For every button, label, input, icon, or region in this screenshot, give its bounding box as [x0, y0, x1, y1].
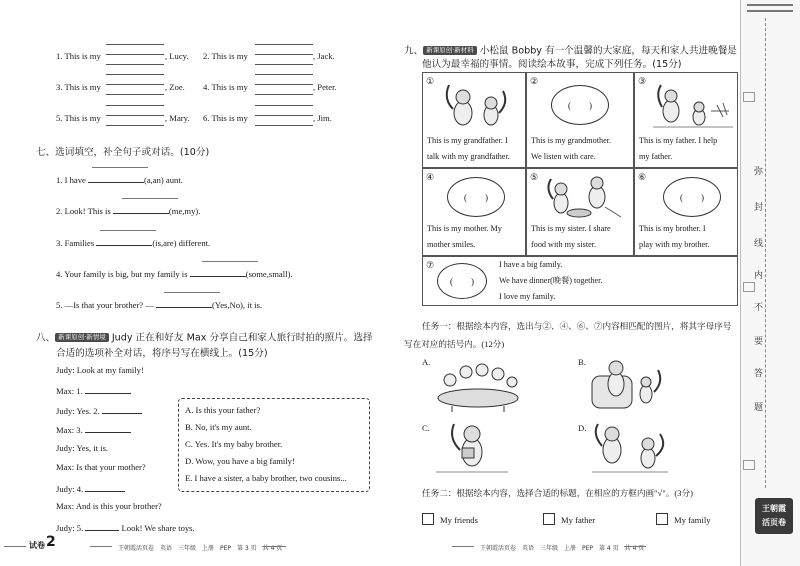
option-d: D. Wow, you have a big family! [185, 456, 295, 466]
cell-caption: This is my father. I help [639, 136, 718, 145]
cell-number: ④ [426, 172, 435, 182]
story-cell-6 [634, 168, 738, 256]
checkbox-my-father[interactable] [543, 513, 555, 525]
badge-label: 试卷 [29, 541, 45, 550]
s6-item-2: 2. This is my [203, 51, 248, 61]
cell-number: ⑤ [530, 172, 539, 182]
squirrel-father-illustration [653, 81, 733, 129]
brand-name: 王朝霞 [762, 504, 786, 513]
answer-paren: ( ) [464, 192, 488, 203]
title-option: My family [674, 515, 711, 525]
answer-lines[interactable] [255, 105, 313, 125]
new-tag: 新课原创·新材料 [423, 46, 477, 55]
answer-blank[interactable] [88, 174, 144, 183]
cell-caption: play with my brother. [639, 240, 710, 249]
pic-label-c: C. [422, 423, 430, 433]
answer-line [92, 167, 148, 168]
s6-item-4: 4. This is my [203, 82, 248, 92]
answer-paren: ( ) [450, 276, 474, 287]
story-cell-5 [526, 168, 634, 256]
seal-char: 线 [754, 236, 763, 249]
answer-blank[interactable] [113, 205, 169, 214]
cell-caption: This is my brother. I [639, 224, 706, 233]
dialog-line: Judy: 5. Look! We share toys. [56, 523, 195, 533]
decor-line [624, 546, 646, 547]
binding-hole [743, 92, 755, 102]
s6-name-6: , Jim. [313, 113, 332, 123]
cell-number: ② [530, 76, 539, 86]
story-cell-3 [634, 72, 738, 168]
s7-item-5: 5. —Is that your brother? — (Yes,No), it is. [56, 300, 262, 310]
left-footer: 王朝霞活页卷 英语 三年级 上册 PEP 第 3 页 共 4 页 [118, 545, 283, 552]
answer-line [202, 261, 258, 262]
task2-instruction: 任务二：根据绘本内容，选择合适的标题，在相应的方框内画"√"。(3分) [422, 488, 693, 498]
cell-caption: This is my grandfather. I [427, 136, 508, 145]
dialog-line: Max: Is that your mother? [56, 462, 146, 472]
seal-char: 弥 [754, 164, 763, 177]
cell-caption: talk with my grandfather. [427, 152, 510, 161]
answer-blank[interactable] [190, 268, 246, 277]
s6-item-5: 5. This is my [56, 113, 101, 123]
decor-line [452, 546, 474, 547]
pic-label-a: A. [422, 357, 431, 367]
binding-margin [740, 0, 800, 566]
seal-char: 不 [754, 300, 763, 313]
cell-number: ① [426, 76, 435, 86]
seal-line [765, 18, 766, 488]
cell-caption: my father. [639, 152, 673, 161]
answer-blank[interactable] [96, 237, 152, 246]
cell-caption: We listen with care. [531, 152, 596, 161]
dialog-line: Judy: Yes, it is. [56, 443, 109, 453]
task1-instruction: 任务一：根据绘本内容，选出与②、④、⑥、⑦内容相匹配的图片，将其字母序号 [422, 321, 732, 331]
s7-item-3: 3. Families (is,are) different. [56, 238, 211, 248]
options-box [178, 398, 370, 492]
checkbox-my-family[interactable] [656, 513, 668, 525]
right-footer: 王朝霞活页卷 英语 三年级 上册 PEP 第 4 页 共 4 页 [480, 545, 645, 552]
cell-number: ③ [638, 76, 647, 86]
answer-blank[interactable] [85, 522, 119, 531]
mother-smiling-illustration [432, 420, 512, 476]
answer-oval[interactable] [447, 177, 505, 217]
seal-char: 答 [754, 366, 763, 379]
story-cell-1 [422, 72, 526, 168]
s9-heading: 九、 新课原创·新材料 小松鼠 Bobby 有一个温馨的大家庭，每天和家人共进晚餐是 [404, 45, 737, 57]
seal-char: 内 [754, 268, 763, 281]
answer-blank[interactable] [85, 483, 125, 492]
binding-hole [743, 282, 755, 292]
answer-oval[interactable] [551, 85, 609, 125]
answer-line [100, 230, 156, 231]
family-dinner-illustration [432, 358, 524, 412]
pic-label-b: B. [578, 357, 586, 367]
s7-item-2: 2. Look! This is (me,my). [56, 206, 201, 216]
answer-oval[interactable] [663, 177, 721, 217]
s7-item-4: 4. Your family is big, but my family is (some,small). [56, 269, 293, 279]
answer-blank[interactable] [102, 405, 142, 414]
decor-line [262, 546, 286, 547]
checkbox-my-friends[interactable] [422, 513, 434, 525]
grandmother-listening-illustration [588, 356, 668, 412]
answer-lines[interactable] [106, 44, 164, 64]
seal-char: 要 [754, 334, 763, 347]
page-badge [0, 534, 56, 552]
answer-lines[interactable] [255, 44, 313, 64]
answer-line [164, 292, 220, 293]
cell-number: ⑦ [426, 260, 435, 270]
answer-oval[interactable] [437, 263, 487, 299]
cell-caption: We have dinner(晚餐) together. [499, 276, 603, 285]
s6-name-3: , Zoe. [165, 82, 185, 92]
story-cell-2 [526, 72, 634, 168]
cell-caption: I have a big family. [499, 260, 563, 269]
s7-item-1: 1. I have (a,an) aunt. [56, 175, 183, 185]
cell-caption: I love my family. [499, 292, 556, 301]
s6-name-5: , Mary. [165, 113, 190, 123]
answer-paren: ( ) [568, 100, 592, 111]
dialog-line: Judy: Yes. 2. [56, 405, 142, 416]
answer-lines[interactable] [106, 74, 164, 94]
seal-char: 封 [754, 200, 763, 213]
s6-name-4: , Peter. [313, 82, 337, 92]
s9-heading-line2: 他认为最幸福的事情。阅读绘本故事，完成下列任务。(15分) [422, 59, 682, 70]
option-a: A. Is this your father? [185, 405, 261, 415]
s7-title: 七、选词填空，补全句子或对话。(10分) [36, 147, 210, 158]
dialog-line: Max: And is this your brother? [56, 501, 162, 511]
cell-number: ⑥ [638, 172, 647, 182]
answer-paren: ( ) [680, 192, 704, 203]
option-c: C. Yes. It's my baby brother. [185, 439, 283, 449]
dialog-line: Judy: Look at my family! [56, 365, 144, 375]
brand-logo [755, 498, 793, 534]
decor-line [90, 546, 112, 547]
task1-instruction-cont: 写在对应的括号内。(12分) [404, 339, 505, 349]
cell-caption: This is my mother. My [427, 224, 502, 233]
s6-item-1: 1. This is my [56, 51, 101, 61]
option-e: E. I have a sister, a baby brother, two cousins... [185, 473, 347, 483]
title-option: My father [561, 515, 596, 525]
story-cell-7 [422, 256, 738, 306]
s8-heading: 八、 新课原创·新情境 Judy 正在和好友 Max 分享自己和家人旅行时拍的照片。选择 [36, 332, 373, 344]
badge-number: 2 [46, 534, 56, 550]
story-cell-4 [422, 168, 526, 256]
pic-label-d: D. [578, 423, 587, 433]
s6-item-6: 6. This is my [203, 113, 248, 123]
binding-hole [743, 460, 755, 470]
dialog-line: Judy: 4. [56, 483, 125, 494]
decor-line [4, 546, 26, 547]
cell-caption: This is my grandmother. [531, 136, 612, 145]
squirrel-grandfather-illustration [443, 79, 513, 129]
cell-caption: mother smiles. [427, 240, 476, 249]
squirrel-sister-illustration [545, 173, 625, 221]
s6-name-1: , Lucy. [165, 51, 189, 61]
answer-line [122, 198, 178, 199]
answer-lines[interactable] [106, 105, 164, 125]
brand-subname: 活页卷 [762, 518, 786, 527]
s6-name-2: , Jack. [313, 51, 335, 61]
brother-playing-illustration [588, 420, 672, 476]
answer-blank[interactable] [85, 385, 131, 394]
answer-blank[interactable] [156, 299, 212, 308]
answer-blank[interactable] [85, 424, 131, 433]
answer-lines[interactable] [255, 74, 313, 94]
cell-caption: This is my sister. I share [531, 224, 611, 233]
seal-char: 题 [754, 400, 763, 413]
s6-item-3: 3. This is my [56, 82, 101, 92]
dialog-line: Max: 3. [56, 424, 131, 435]
title-option: My friends [440, 515, 478, 525]
dialog-line: Max: 1. [56, 385, 131, 396]
cell-caption: food with my sister. [531, 240, 597, 249]
option-b: B. No, it's my aunt. [185, 422, 252, 432]
decor-bars [747, 4, 793, 12]
new-tag: 新课原创·新情境 [55, 333, 109, 342]
s8-heading-line2: 合适的选项补全对话，将序号写在横线上。(15分) [56, 348, 268, 359]
